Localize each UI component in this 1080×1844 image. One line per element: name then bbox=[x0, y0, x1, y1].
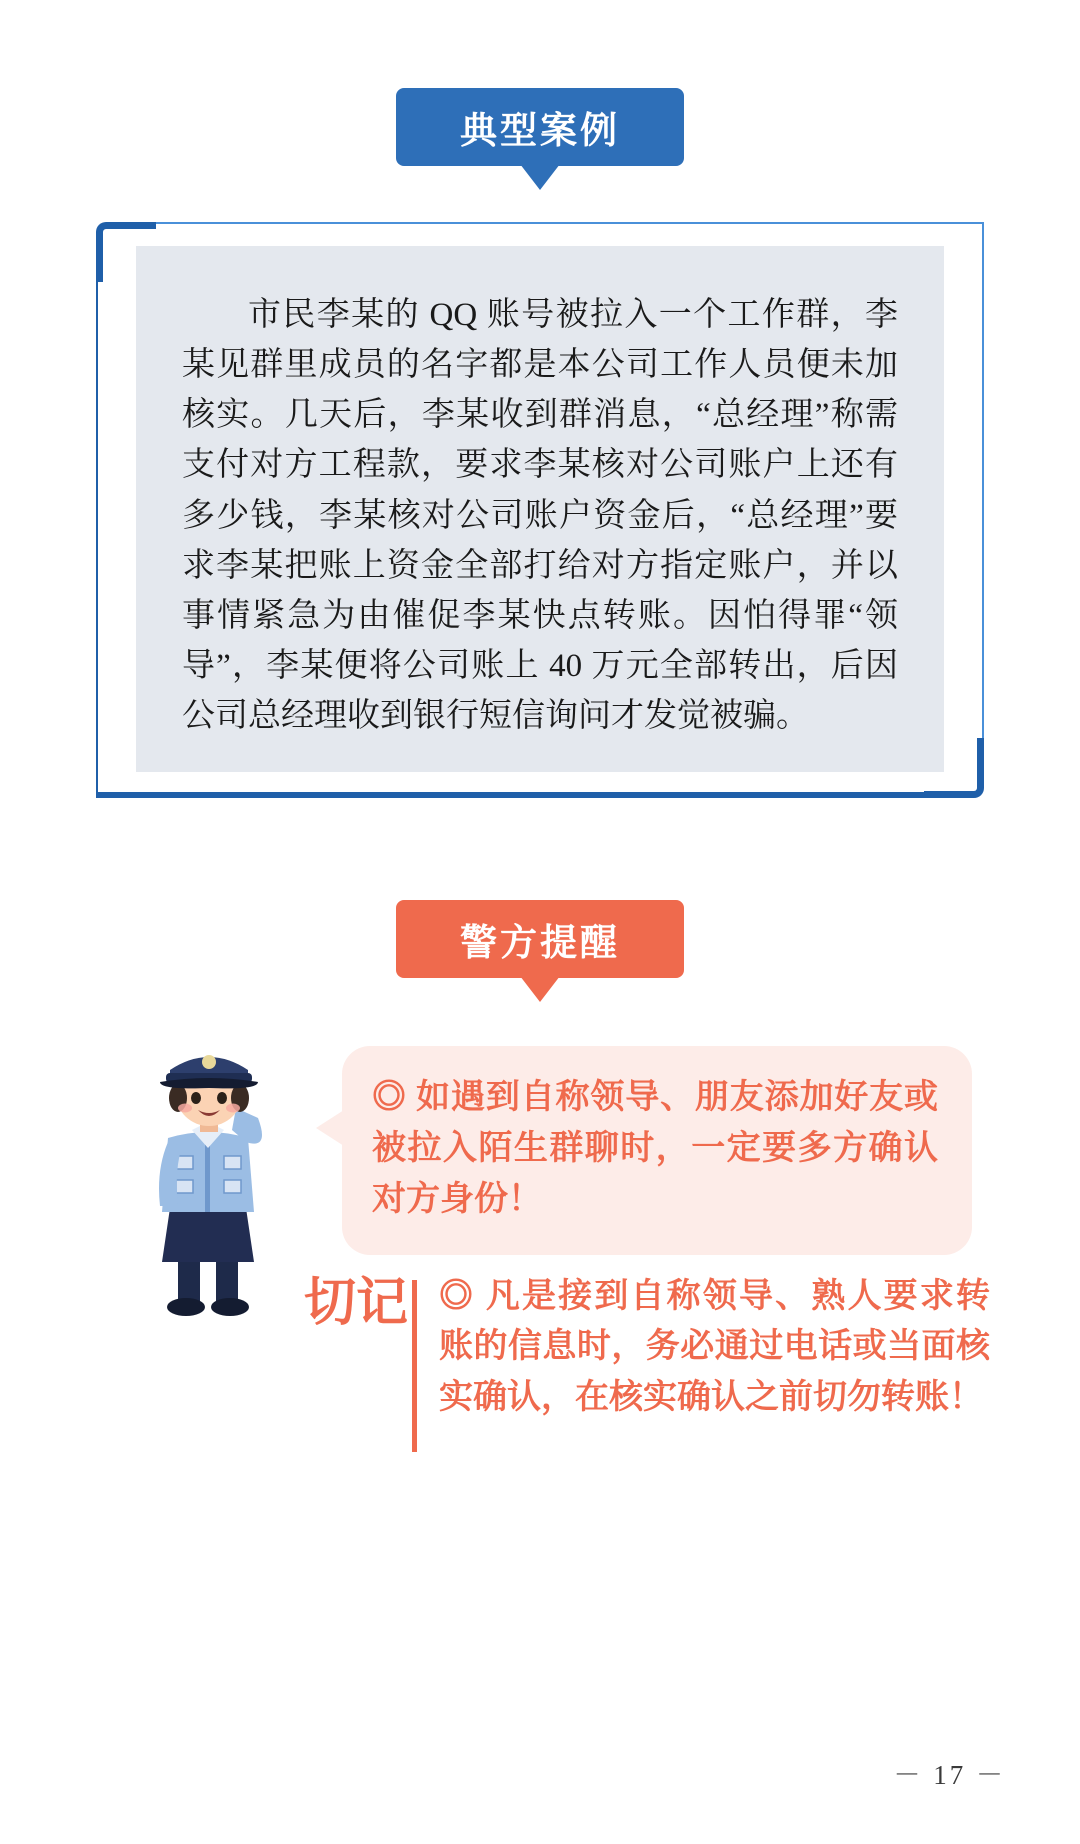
remember-block bbox=[300, 1272, 990, 1460]
case-frame-top-line bbox=[151, 222, 984, 224]
remember-stamp-label: 切记 bbox=[303, 1275, 408, 1332]
case-body-text: 市民李某的 QQ 账号被拉入一个工作群，李某见群里成员的名字都是本公司工作人员便未加核实。几天后，李某收到群消息，“总经理”称需支付对方工程款，要求李某核对公司账户上还有多少钱，李某核对公司账户资金后，“总经理”要求李某把账上资金全部打给对方指定账户，并以事情紧急为由催促李某快点转账。因怕得罪“领导”，李某便将公司账上 40 万元全部转出，后因公司总经理收到银行短信询问才发觉被骗。 bbox=[182, 297, 898, 735]
page-number: － 17 － bbox=[893, 1760, 1006, 1790]
case-banner bbox=[396, 88, 684, 166]
police-officer-icon bbox=[108, 1030, 308, 1320]
police-banner bbox=[396, 900, 684, 978]
remember-divider bbox=[412, 1280, 417, 1452]
case-banner-wrap bbox=[0, 88, 1080, 166]
police-banner-label: 警方提醒 bbox=[460, 923, 620, 964]
case-box bbox=[96, 222, 984, 798]
case-banner-label: 典型案例 bbox=[460, 111, 620, 152]
case-frame-left-line bbox=[96, 277, 98, 798]
case-frame-bottom-line bbox=[96, 792, 931, 798]
police-tip-bubble bbox=[342, 1046, 972, 1255]
case-text-panel bbox=[136, 246, 944, 772]
police-tip-text: ◎ 如遇到自称领导、朋友添加好友或被拉入陌生群聊时，一定要多方确认对方身份！ bbox=[372, 1079, 938, 1218]
remember-text: ◎ 凡是接到自称领导、熟人要求转账的信息时，务必通过电话或当面核实确认，在核实确认之前切勿转账！ bbox=[439, 1278, 990, 1416]
case-frame-right-line bbox=[982, 222, 984, 742]
police-banner-wrap bbox=[0, 900, 1080, 978]
